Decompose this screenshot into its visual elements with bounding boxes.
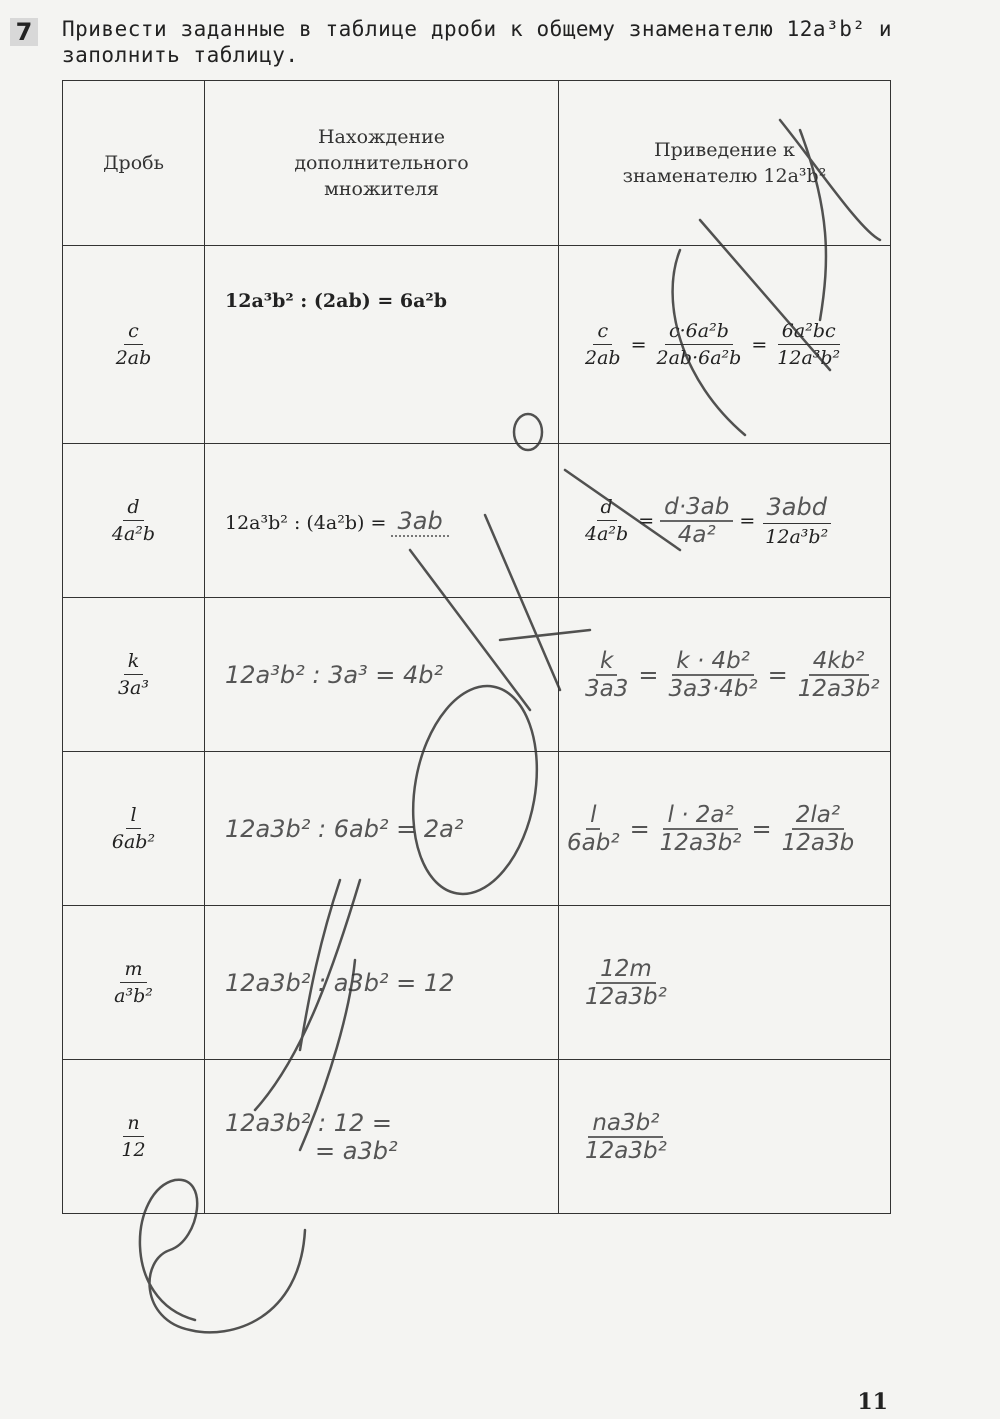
fraction-num: l bbox=[586, 802, 600, 830]
fraction-cell bbox=[63, 444, 205, 598]
fraction-den: 4a² bbox=[677, 521, 716, 548]
fraction-num: 12m bbox=[596, 956, 656, 984]
fraction-cell bbox=[63, 752, 205, 906]
header-reduction: Приведение к знаменателю 12a³b² bbox=[559, 81, 891, 246]
fraction-den: 2ab bbox=[585, 347, 621, 369]
header-multiplier: Нахождение дополнительного множителя bbox=[205, 81, 559, 246]
fraction-num: l · 2a² bbox=[663, 802, 737, 830]
reduction-expression: $\frac{c}{2ab}$ = $\frac{\text{c·6a²b}}{\text{2ab·6a²b}}$ = $\frac{\text{6a²bc}}{\text{12a³b²}}$ bbox=[581, 320, 890, 369]
multiplier-handwritten: 12a3b² : 6ab² = 2a² bbox=[225, 814, 464, 843]
reduction-expression: $\frac{l}{\text{6ab²}}$ = $\frac{\text{l · 2a²}}{\text{12a3b²}}$ = $\frac{\text{2la²}}{12a3b}$ bbox=[563, 802, 890, 856]
fraction-num: c bbox=[593, 320, 612, 345]
reduction-cell bbox=[559, 444, 891, 598]
fraction-den: a³b² bbox=[114, 985, 153, 1007]
fraction-num: n bbox=[123, 1112, 143, 1137]
reduction-cell bbox=[559, 752, 891, 906]
fraction-num: 3abd bbox=[763, 493, 831, 524]
fraction-den: 4a²b bbox=[585, 523, 629, 545]
fractions-table bbox=[62, 80, 891, 1214]
reduction-cell bbox=[559, 598, 891, 752]
multiplier-cell bbox=[205, 752, 559, 906]
fraction-num: d bbox=[123, 496, 143, 521]
fraction-cell bbox=[63, 598, 205, 752]
fraction-num: c·6a²b bbox=[665, 320, 733, 345]
fraction-num: 6a²bc bbox=[778, 320, 840, 345]
table-row bbox=[63, 906, 891, 1060]
reduction-cell bbox=[559, 246, 891, 444]
fraction-den: 12a3b bbox=[781, 829, 855, 856]
fraction-num: m bbox=[120, 958, 146, 983]
fraction-num: k bbox=[596, 648, 617, 676]
fraction-cell bbox=[63, 906, 205, 1060]
fraction-den: 2ab·6a²b bbox=[656, 347, 742, 369]
reduction-cell bbox=[559, 906, 891, 1060]
page-number: 11 bbox=[857, 1389, 888, 1415]
multiplier-handwritten: 12a3b² : a3b² = 12 bbox=[225, 968, 455, 997]
header-fraction: Дробь bbox=[63, 81, 205, 246]
fraction-num: 4kb² bbox=[809, 648, 869, 676]
fraction-den: 12a³b² bbox=[777, 347, 841, 369]
multiplier-cell bbox=[205, 1060, 559, 1214]
fraction-num: k bbox=[124, 650, 144, 675]
multiplier-text: 12a³b² : (2ab) = 6a²b bbox=[225, 290, 448, 312]
multiplier-handwritten: 12a³b² : 3a³ = 4b² bbox=[225, 660, 444, 689]
table-row bbox=[63, 752, 891, 906]
multiplier-cell bbox=[205, 246, 559, 444]
fraction-den: 12a³b² bbox=[765, 526, 829, 548]
reduction-expression: $\frac{k}{3a3}$ = $\frac{\text{k · 4b²}}{\text{3a3·4b²}}$ = $\frac{\text{4kb²}}{\text{12a3b²}}$ bbox=[581, 648, 890, 702]
reduction-cell bbox=[559, 1060, 891, 1214]
fraction-num: d·3ab bbox=[660, 494, 733, 522]
reduction-expression: $\frac{d}{\text{4a²b}}$ = $\frac{d\cdot 3ab}{\text{4a²}}$ = $\frac{\text{3abd}}{\text{12a³b²}}$ bbox=[581, 493, 890, 548]
fraction-cell bbox=[63, 1060, 205, 1214]
fraction-den: 3a3·4b² bbox=[668, 675, 758, 702]
fraction-den: 2ab bbox=[115, 347, 152, 369]
fraction-den: 12a3b² bbox=[797, 675, 880, 702]
multiplier-cell bbox=[205, 598, 559, 752]
fraction-num: k · 4b² bbox=[672, 648, 754, 676]
table-row bbox=[63, 1060, 891, 1214]
fraction-den: 12a3b² bbox=[585, 983, 667, 1010]
task-statement: Привести заданные в таблице дроби к общему знаменателю 12a³b² и заполнить таблицу. bbox=[62, 17, 892, 67]
table-row bbox=[63, 444, 891, 598]
fraction-num: d bbox=[597, 496, 617, 521]
fraction-den: 12a3b² bbox=[659, 829, 742, 856]
fraction-den: 12 bbox=[121, 1139, 146, 1161]
fraction-den: 6ab² bbox=[567, 829, 620, 856]
multiplier-cell bbox=[205, 444, 559, 598]
multiplier-handwritten: 12a3b² : 12 = bbox=[225, 1108, 392, 1137]
fraction-den: 3a3 bbox=[585, 675, 629, 702]
fraction-den: 12a3b² bbox=[585, 1137, 667, 1164]
fraction-num: c bbox=[124, 320, 143, 345]
fraction-cell bbox=[63, 246, 205, 444]
fraction-num: 2la² bbox=[792, 802, 844, 830]
task-number: 7 bbox=[10, 18, 38, 46]
multiplier-cell bbox=[205, 906, 559, 1060]
fraction-den: 4a²b bbox=[111, 523, 156, 545]
table-row bbox=[63, 598, 891, 752]
multiplier-handwritten: 3ab bbox=[391, 507, 448, 537]
fraction-den: 3a³ bbox=[117, 677, 150, 699]
table-row bbox=[63, 246, 891, 444]
fraction-num: l bbox=[126, 804, 140, 829]
table-header-row bbox=[63, 81, 891, 246]
fraction-den: 6ab² bbox=[111, 831, 156, 853]
multiplier-text: 12a³b² : (4a²b) = bbox=[225, 511, 387, 534]
fraction-num: na3b² bbox=[588, 1110, 663, 1138]
multiplier-handwritten: = a3b² bbox=[315, 1136, 398, 1165]
